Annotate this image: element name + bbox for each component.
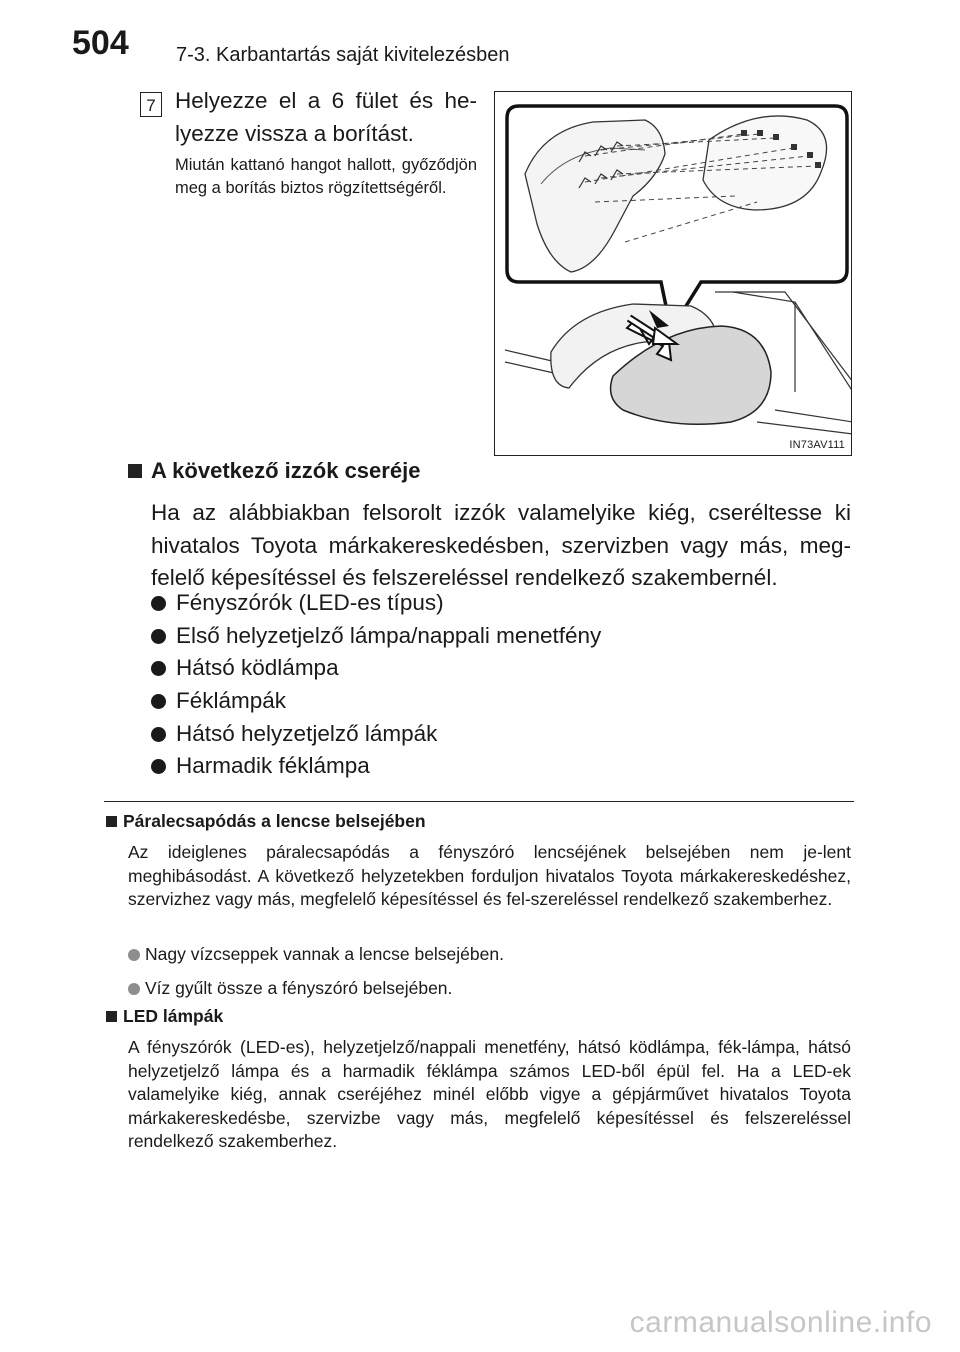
mirror-cover-illustration [494,91,852,456]
list-item [151,587,851,620]
bullet-dot-icon [151,759,166,774]
led-note-text: A fényszórók (LED-es), helyzetjelző/nappali menetfény, hátsó ködlámpa, fék-lámpa, hátsó helyzetjelző lámpa és a harmadik féklámpa számos LED-ből épül fel. Ha a LED-ek valamelyike kiég, annak cseréjéhez minél előbb vigye a gépjárművet hivatalos Toyota márkakereskedésbe, szervizbe vagy más, megfelelő képesítéssel és felszereléssel rendelkező szakemberhez. [128,1037,851,1151]
list-item-text: Fényszórók (LED-es típus) [176,590,444,615]
bullet-dot-icon [128,983,140,995]
page-number: 504 [72,24,129,62]
bullet-dot-icon [128,949,140,961]
list-item [151,718,851,751]
led-note-title [106,1006,223,1027]
list-item-text: Féklámpák [176,688,287,714]
list-item-text: Nagy vízcseppek vannak a lencse belsejében. [145,944,504,964]
bulbs-section-title-text: A következő izzók cseréje [151,458,421,483]
section-header: 7-3. Karbantartás saját kivitelezésben [176,44,510,66]
square-bullet-icon [106,816,117,827]
square-bullet-icon [128,464,142,478]
step-number-badge: 7 [140,92,162,117]
watermark: carmanualsonline.info [629,1306,932,1339]
list-item [151,685,851,718]
bullet-dot-icon [151,596,166,611]
bullet-dot-icon [151,661,166,676]
step-instruction: Helyezze el a 6 fület és he-lyezze vissza a borítást. [175,88,477,146]
list-item [128,977,452,1000]
list-item-text: Hátsó helyzetjelző lámpák [176,720,438,746]
bullet-dot-icon [151,694,166,709]
list-item-text: Víz gyűlt össze a fényszóró belsejében. [145,978,453,998]
list-item [151,620,851,653]
list-item-text: Első helyzetjelző lámpa/nappali menetfény [176,622,602,648]
section-divider [104,801,854,802]
led-note-title-text: LED lámpák [123,1006,224,1026]
list-item-text: Harmadik féklámpa [176,753,370,779]
figure-code: IN73AV111 [789,439,845,451]
bulbs-section-title [128,458,420,484]
bullet-dot-icon [151,727,166,742]
mirror-cover-drawing [495,92,852,456]
condensation-note-title [106,811,426,832]
list-item [151,652,851,685]
bulbs-section-intro: Ha az alábbiakban felsorolt izzók valamelyike kiég, cseréltesse ki hivatalos Toyota márkakereskedésben, szervizben vagy más, meg-felelő képesítéssel és felszereléssel rendelkező szakembernél. [151,500,851,590]
square-bullet-icon [106,1011,117,1022]
bullet-dot-icon [151,629,166,644]
list-item-text: Hátsó ködlámpa [176,655,339,681]
bulb-list [151,587,851,783]
step-note: Miután kattanó hangot hallott, győződjön meg a borítás biztos rögzítettségéről. [175,156,477,197]
condensation-note-title-text: Páralecsapódás a lencse belsejében [123,811,426,831]
list-item [128,943,504,966]
list-item [151,750,851,783]
condensation-note-text: Az ideiglenes páralecsapódás a fényszóró lencséjének belsejében nem je-lent meghibásodást. A következő helyzetekben forduljon hivatalos Toyota márkakereskedéshez, szervizhez vagy más, megfelelő képesítéssel és fel-szereléssel rendelkező szakemberhez. [128,842,851,909]
